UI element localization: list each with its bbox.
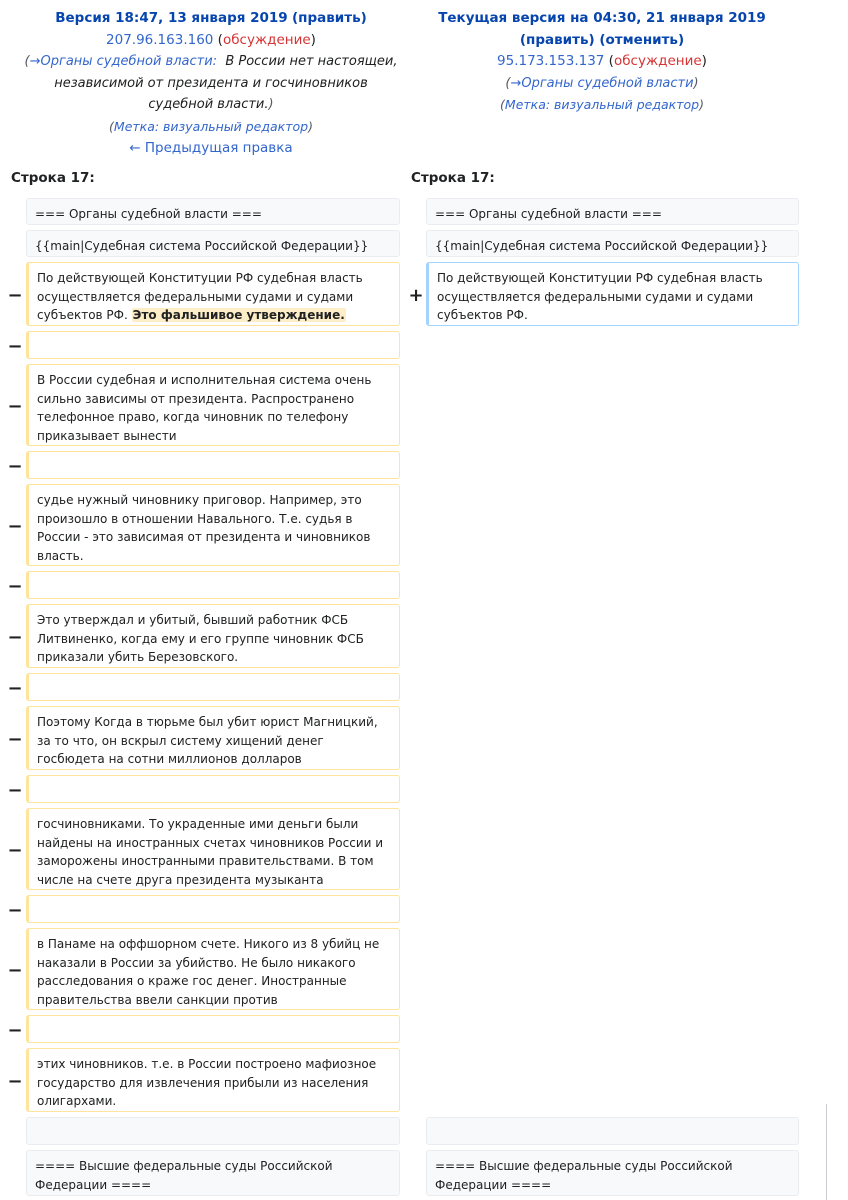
deletion-marker: − [7,456,23,477]
context-line-left: === Органы судебной власти === [26,198,400,225]
line-number-left: Строка 17: [11,170,95,186]
deleted-line: Поэтому Когда в тюрьме был убит юрист Магницкий, за то что, он вскрыл систему хищений денег госбюдета на сотни миллионов долларов [26,706,400,770]
deleted-line: По действующей Конституции РФ судебная власть осуществляется федеральными судами и судами субъектов РФ. Это фальшивое утверждение. [26,262,400,326]
context-line-left: {{main|Судебная система Российской Федерации}} [26,230,400,257]
previous-edit-link[interactable]: ← Предыдущая правка [129,139,293,156]
deletion-marker: − [7,396,23,417]
old-revision-link[interactable]: Версия 18:47, 13 января 2019 [55,10,288,26]
deleted-empty-line [26,1015,400,1043]
old-tag: (Метка: визуальный редактор) [109,118,313,134]
deleted-line: судье нужный чиновнику приговор. Например, это произошло в отношении Навального. Т.е. судья в России - это зависимая от президента и чиновников власть. [26,484,400,566]
deleted-line: В России судебная и исполнительная система очень сильно зависимы от президента. Распространено телефонное право, когда чиновник по телефону приказывает вынести [26,364,400,446]
old-revision-header: Версия 18:47, 13 января 2019 (править) 207.96.163.160 (обсуждение) (→Органы судебной власти: В России нет настоящеи, независимой от президента и госчиновников судебной власти.) (Метка: визуальный редактор) ← Предыдущая правка [24,10,398,156]
deletion-marker: − [7,627,23,648]
deletion-marker: − [7,900,23,921]
deleted-empty-line [26,451,400,479]
added-line: По действующей Конституции РФ судебная власть осуществляется федеральными судами и судами субъектов РФ. [426,262,799,326]
line-number-right: Строка 17: [411,170,495,186]
deletion-marker: − [7,336,23,357]
old-edit-summary: (→Органы судебной власти: В России нет настоящеи, независимой от президента и госчиновников судебной власти.) [24,54,398,113]
old-edit-link[interactable]: править [298,10,361,26]
deletion-marker: − [7,729,23,750]
deleted-empty-line [26,895,400,923]
deletion-marker: − [7,1020,23,1041]
removed-phrase: Это фальшивое утверждение. [132,308,345,322]
context-line-left: ==== Высшие федеральные суды Российской Федерации ==== [26,1150,400,1196]
deletion-marker: − [7,840,23,861]
context-empty-line-left [26,1117,400,1145]
new-edit-link[interactable]: править [526,31,589,48]
deletion-marker: − [7,516,23,537]
old-user-link[interactable]: 207.96.163.160 [106,31,214,48]
deletion-marker: − [7,678,23,699]
deleted-line: в Панаме на оффшорном счете. Никого из 8 убийц не наказали в России за убийство. Не было никакого расследования о краже гос денег. Иностранные правительства ввели санкции против [26,928,400,1010]
old-talk-link[interactable]: обсуждение [222,31,311,48]
deletion-marker: − [7,960,23,981]
new-revision-header: Текущая версия на 04:30, 21 января 2019 (править) (отменить) 95.173.153.137 (обсуждение) (→Органы судебной власти) (Метка: визуальный редактор) [424,8,780,116]
deletion-marker: − [7,285,23,306]
context-line-right: === Органы судебной власти === [426,198,799,225]
deleted-line: Это утверждал и убитый, бывший работник ФСБ Литвиненко, когда ему и его группе чиновник ФСБ приказали убить Березовского. [26,604,400,668]
deleted-empty-line [26,673,400,701]
new-tag-link[interactable]: Метка: визуальный редактор [504,97,700,113]
new-revision-link[interactable]: Текущая версия на 04:30, 21 января 2019 [438,10,766,26]
context-empty-line-right [426,1117,799,1145]
new-user-link[interactable]: 95.173.153.137 [497,53,605,70]
deletion-marker: − [7,576,23,597]
new-edit-summary: (→Органы судебной власти) [505,75,699,91]
old-section-link[interactable]: →Органы судебной власти: [29,54,218,70]
undo-link[interactable]: отменить [605,31,678,48]
deleted-empty-line [26,775,400,803]
deletion-marker: − [7,1071,23,1092]
new-tag: (Метка: визуальный редактор) [500,97,704,113]
new-talk-link[interactable]: обсуждение [613,53,702,70]
addition-marker: + [408,285,424,306]
deletion-marker: − [7,780,23,801]
context-line-right: ==== Высшие федеральные суды Российской Федерации ==== [426,1150,799,1196]
deleted-line: госчиновниками. То украденные ими деньги были найдены на иностранных счетах чиновников России и заморожены иностранными правительствами. В том числе на счете друга президента музыканта [26,808,400,890]
deleted-empty-line [26,331,400,359]
deleted-empty-line [26,571,400,599]
context-line-right: {{main|Судебная система Российской Федерации}} [426,230,799,257]
new-section-link[interactable]: →Органы судебной власти [510,75,694,91]
old-tag-link[interactable]: Метка: визуальный редактор [113,118,309,134]
content-border [826,1104,827,1200]
deleted-line: этих чиновников. т.е. в России построено мафиозное государство для извлечения прибыли из населения олигархами. [26,1048,400,1112]
